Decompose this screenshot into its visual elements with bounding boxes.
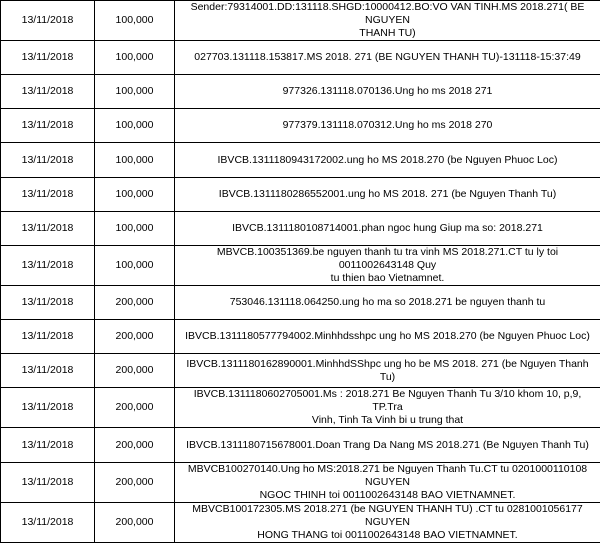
date-cell: 13/11/2018 xyxy=(1,463,95,503)
description-cell xyxy=(175,75,600,109)
description-line: IBVCB.1311180286552001.ung ho MS 2018. 271 (be Nguyen Thanh Tu) xyxy=(178,188,597,201)
amount-cell: 200,000 xyxy=(95,286,175,320)
description-cell xyxy=(175,354,600,388)
description-line: IBVCB.1311180943172002.ung ho MS 2018.270 (be Nguyen Phuoc Loc) xyxy=(178,154,597,167)
table-row xyxy=(1,178,600,212)
description-line: IBVCB.1311180108714001.phan ngoc hung Giup ma so: 2018.271 xyxy=(178,222,597,235)
description-line: IBVCB.1311180602705001.Ms : 2018.271 Be Nguyen Thanh Tu 3/10 khom 10, p,9, TP.Tra xyxy=(178,388,597,414)
description-cell xyxy=(175,178,600,212)
date-cell: 13/11/2018 xyxy=(1,1,95,41)
date-cell: 13/11/2018 xyxy=(1,178,95,212)
description-line: 753046.131118.064250.ung ho ma so 2018.271 be nguyen thanh tu xyxy=(178,296,597,309)
description-line: 027703.131118.153817.MS 2018. 271 (BE NGUYEN THANH TU)-131118-15:37:49 xyxy=(178,51,597,64)
description-cell xyxy=(175,109,600,143)
table-row xyxy=(1,463,600,503)
description-cell xyxy=(175,286,600,320)
amount-cell: 200,000 xyxy=(95,463,175,503)
description-line: THANH TU) xyxy=(178,27,597,40)
description-line: 977379.131118.070312.Ung ho ms 2018 270 xyxy=(178,119,597,132)
amount-cell: 100,000 xyxy=(95,1,175,41)
table-row xyxy=(1,109,600,143)
table-row xyxy=(1,212,600,246)
amount-cell: 100,000 xyxy=(95,143,175,178)
date-cell: 13/11/2018 xyxy=(1,246,95,286)
amount-cell: 200,000 xyxy=(95,354,175,388)
description-line: 977326.131118.070136.Ung ho ms 2018 271 xyxy=(178,85,597,98)
date-cell: 13/11/2018 xyxy=(1,212,95,246)
description-cell xyxy=(175,143,600,178)
table-row xyxy=(1,388,600,428)
amount-cell: 200,000 xyxy=(95,388,175,428)
date-cell: 13/11/2018 xyxy=(1,41,95,75)
amount-cell: 100,000 xyxy=(95,41,175,75)
donation-table-body xyxy=(1,1,600,543)
description-cell xyxy=(175,388,600,428)
description-line: NGOC THINH toi 0011002643148 BAO VIETNAMNET. xyxy=(178,489,597,502)
description-line: IBVCB.1311180162890001.MinhhdSShpc ung ho be MS 2018. 271 (be Nguyen Thanh Tu) xyxy=(178,358,597,384)
description-cell xyxy=(175,320,600,354)
description-cell xyxy=(175,41,600,75)
amount-cell: 200,000 xyxy=(95,320,175,354)
date-cell: 13/11/2018 xyxy=(1,109,95,143)
date-cell: 13/11/2018 xyxy=(1,143,95,178)
description-cell xyxy=(175,246,600,286)
description-cell xyxy=(175,428,600,463)
date-cell: 13/11/2018 xyxy=(1,286,95,320)
amount-cell: 100,000 xyxy=(95,246,175,286)
table-row xyxy=(1,354,600,388)
amount-cell: 200,000 xyxy=(95,503,175,543)
description-line: IBVCB.1311180715678001.Doan Trang Da Nang MS 2018.271 (Be Nguyen Thanh Tu) xyxy=(178,439,597,452)
date-cell: 13/11/2018 xyxy=(1,320,95,354)
description-line: MBVCB.100351369.be nguyen thanh tu tra vinh MS 2018.271.CT tu ly toi 0011002643148 Quy xyxy=(178,246,597,272)
table-row xyxy=(1,75,600,109)
table-row xyxy=(1,320,600,354)
table-row xyxy=(1,286,600,320)
date-cell: 13/11/2018 xyxy=(1,75,95,109)
table-row xyxy=(1,143,600,178)
amount-cell: 100,000 xyxy=(95,75,175,109)
description-line: HONG THANG toi 0011002643148 BAO VIETNAMNET. xyxy=(178,529,597,542)
table-row xyxy=(1,503,600,543)
description-line: Vinh, Tinh Ta Vinh bi u trung that xyxy=(178,414,597,427)
amount-cell: 100,000 xyxy=(95,212,175,246)
date-cell: 13/11/2018 xyxy=(1,503,95,543)
date-cell: 13/11/2018 xyxy=(1,388,95,428)
description-line: MBVCB100172305.MS 2018.271 (be NGUYEN THANH TU) .CT tu 0281001056177 NGUYEN xyxy=(178,503,597,529)
table-row xyxy=(1,1,600,41)
table-row xyxy=(1,41,600,75)
table-row xyxy=(1,246,600,286)
date-cell: 13/11/2018 xyxy=(1,354,95,388)
description-cell xyxy=(175,212,600,246)
description-line: MBVCB100270140.Ung ho MS:2018.271 be Nguyen Thanh Tu.CT tu 0201000110108 NGUYEN xyxy=(178,463,597,489)
description-cell xyxy=(175,1,600,41)
description-line: IBVCB.1311180577794002.Minhhdsshpc ung ho MS 2018.270 (be Nguyen Phuoc Loc) xyxy=(178,330,597,343)
date-cell: 13/11/2018 xyxy=(1,428,95,463)
description-cell xyxy=(175,463,600,503)
table-row xyxy=(1,428,600,463)
amount-cell: 100,000 xyxy=(95,109,175,143)
description-line: Sender:79314001.DD:131118.SHGD:10000412.BO:VO VAN TINH.MS 2018.271( BE NGUYEN xyxy=(178,1,597,27)
amount-cell: 100,000 xyxy=(95,178,175,212)
amount-cell: 200,000 xyxy=(95,428,175,463)
description-line: tu thien bao Vietnamnet. xyxy=(178,272,597,285)
description-cell xyxy=(175,503,600,543)
